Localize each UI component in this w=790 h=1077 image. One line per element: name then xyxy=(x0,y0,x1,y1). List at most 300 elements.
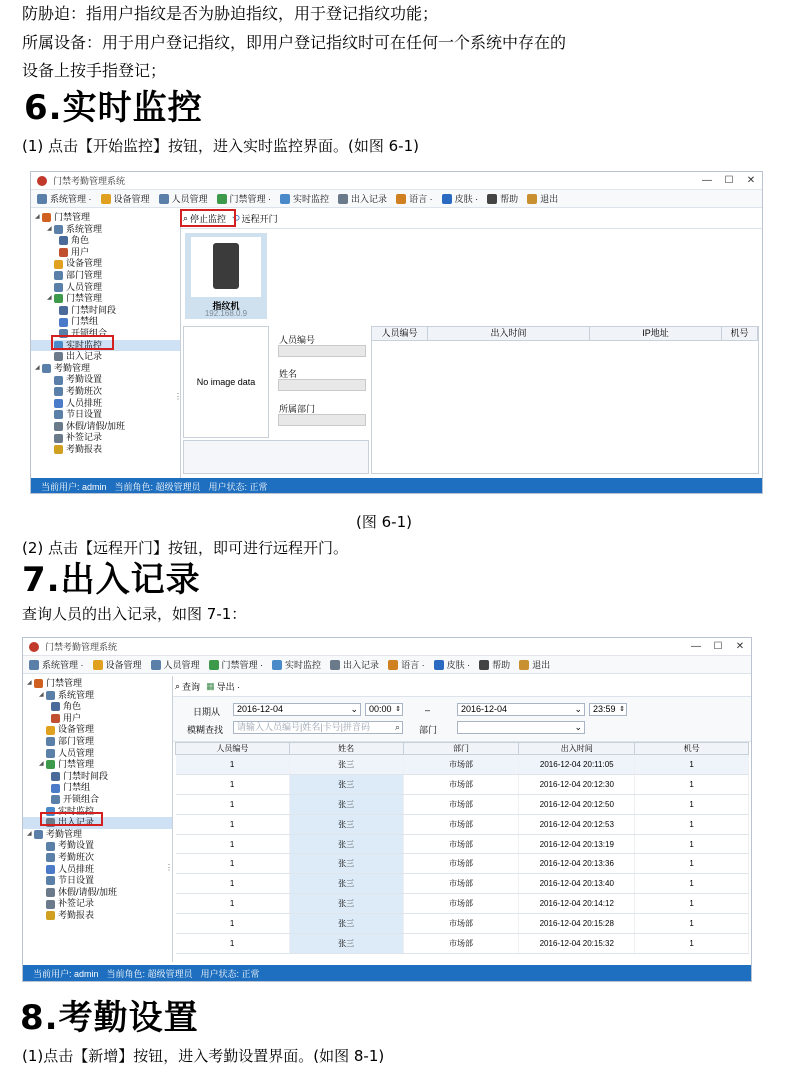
menu-item-label: 语言 · xyxy=(409,194,433,204)
tree-node-icon xyxy=(54,422,63,431)
table-cell: 1 xyxy=(176,755,290,775)
tree-node[interactable] xyxy=(23,736,172,748)
menu-item-label: 设备管理 xyxy=(105,660,142,670)
menu-item-label: 实时监控 xyxy=(285,660,322,670)
info-scroll-box[interactable] xyxy=(183,440,369,474)
photo-box xyxy=(183,326,269,438)
tree-node[interactable] xyxy=(23,898,172,910)
title-bar xyxy=(31,172,762,190)
department-select[interactable] xyxy=(457,721,585,734)
chevron-down-icon: ⌄ xyxy=(350,704,358,714)
tree-node-icon xyxy=(59,236,68,245)
menu-item-label: 门禁管理 · xyxy=(221,660,264,670)
date-from-input[interactable] xyxy=(233,703,361,716)
column-header[interactable]: 机号 xyxy=(722,327,758,340)
time-from-value: 00:00 xyxy=(369,704,392,714)
date-to-value: 2016-12-04 xyxy=(461,704,508,714)
column-header[interactable]: 姓名 xyxy=(289,743,403,755)
table-cell: 2016-12-04 20:13:36 xyxy=(519,854,635,874)
search-icon: ⌕ xyxy=(183,213,189,223)
tree-node-label: 人员排班 xyxy=(66,397,103,408)
tree-node-icon xyxy=(51,795,60,804)
tree-node[interactable] xyxy=(31,363,180,375)
tree-node-icon xyxy=(46,865,55,874)
table-row[interactable] xyxy=(176,755,749,775)
menu-icon xyxy=(330,660,340,670)
export-label: 导出 · xyxy=(216,682,241,692)
section-6-heading: 6.实时监控 xyxy=(24,88,203,128)
table-cell: 张三 xyxy=(289,755,403,775)
expand-arrow-icon[interactable]: ◢ xyxy=(35,214,40,220)
table-row[interactable] xyxy=(176,834,749,854)
tree-node-icon xyxy=(54,399,63,408)
tree-node-label: 部门管理 xyxy=(58,735,95,746)
fuzzy-search-label: 模糊查找 xyxy=(187,725,224,735)
expand-arrow-icon[interactable]: ◢ xyxy=(35,364,40,371)
tree-node-label: 门禁管理 xyxy=(58,759,95,770)
tree-node-icon xyxy=(42,364,51,373)
query-button[interactable] xyxy=(175,680,200,693)
expand-arrow-icon[interactable]: ◢ xyxy=(47,295,52,302)
chevron-down-icon: ⌄ xyxy=(574,704,582,714)
status-state: 用户状态: 正常 xyxy=(208,481,268,492)
minimize-button[interactable]: — xyxy=(691,641,701,652)
tree-node-icon xyxy=(51,702,60,711)
menu-item[interactable] xyxy=(330,658,379,671)
tree-node-icon xyxy=(34,679,43,688)
menu-item-label: 实时监控 xyxy=(293,194,330,204)
tree-node-icon xyxy=(54,352,63,361)
tree-node[interactable] xyxy=(31,212,180,224)
person-id-field[interactable] xyxy=(278,345,366,357)
expand-arrow-icon[interactable]: ◢ xyxy=(47,225,52,232)
menu-item[interactable] xyxy=(272,658,321,671)
table-cell: 1 xyxy=(176,914,290,934)
splitter-grip[interactable]: ⋮ xyxy=(165,863,173,872)
menu-item-label: 皮肤 · xyxy=(446,660,471,670)
spinner-icon[interactable]: ⇕ xyxy=(395,706,401,713)
tree-node[interactable] xyxy=(31,316,180,328)
expand-arrow-icon[interactable]: ◢ xyxy=(39,761,44,768)
column-header[interactable]: 出入时间 xyxy=(519,743,635,755)
menu-item[interactable] xyxy=(93,658,142,671)
intro-line-3: 设备上按手指登记； xyxy=(22,61,167,80)
table-cell: 1 xyxy=(635,874,749,894)
tree-node[interactable] xyxy=(31,282,180,294)
table-cell: 市场部 xyxy=(403,894,519,914)
table-cell: 1 xyxy=(176,814,290,834)
table-row[interactable] xyxy=(176,874,749,894)
menu-icon xyxy=(527,194,537,204)
tree-node[interactable] xyxy=(23,840,172,852)
table-cell: 市场部 xyxy=(403,755,519,775)
close-button[interactable]: ✕ xyxy=(746,175,756,186)
menu-item-label: 帮助 xyxy=(500,194,519,204)
tree-node[interactable] xyxy=(31,398,180,410)
menu-icon xyxy=(159,194,169,204)
table-cell: 市场部 xyxy=(403,814,519,834)
tree-node[interactable] xyxy=(23,829,172,841)
menu-item-label: 系统管理 · xyxy=(50,194,92,204)
tree-node[interactable] xyxy=(31,409,180,421)
fuzzy-search-placeholder: 请输入人员编号|姓名|卡号|拼音码 xyxy=(237,722,371,732)
tree-node-icon xyxy=(51,784,60,793)
table-cell: 1 xyxy=(635,914,749,934)
tree-node[interactable] xyxy=(23,875,172,887)
table-row[interactable] xyxy=(176,934,749,954)
filter-panel xyxy=(173,696,751,742)
tree-node-label: 考勤管理 xyxy=(54,362,91,373)
person-name-label: 姓名 xyxy=(279,369,298,379)
table-row[interactable] xyxy=(176,914,749,934)
tree-node-icon xyxy=(54,271,63,280)
tree-node-label: 考勤设置 xyxy=(66,374,103,385)
tree-node[interactable] xyxy=(31,235,180,247)
tree-node-label: 考勤班次 xyxy=(66,385,103,396)
tree-node-label: 用户 xyxy=(63,712,82,723)
department-label: 部门 xyxy=(419,725,438,735)
tree-node-icon xyxy=(54,387,63,396)
monitor-log-grid xyxy=(371,326,759,474)
title-bar xyxy=(23,638,751,656)
table-cell: 1 xyxy=(176,874,290,894)
tree-node[interactable] xyxy=(31,305,180,317)
main-menu xyxy=(23,656,751,674)
tree-node-icon xyxy=(59,248,68,257)
person-name-field[interactable] xyxy=(278,379,366,391)
table-row[interactable] xyxy=(176,774,749,794)
tree-node-label: 考勤设置 xyxy=(58,840,95,851)
table-cell: 张三 xyxy=(289,854,403,874)
menu-icon xyxy=(93,660,103,670)
table-cell: 1 xyxy=(635,794,749,814)
tree-node-label: 节日设置 xyxy=(58,875,95,886)
table-cell: 市场部 xyxy=(403,834,519,854)
menu-item[interactable] xyxy=(519,658,550,671)
column-header[interactable]: 人员编号 xyxy=(176,743,290,755)
tree-node-icon xyxy=(54,376,63,385)
highlight-box xyxy=(51,335,114,350)
tree-node[interactable] xyxy=(31,258,180,270)
maximize-button[interactable]: ☐ xyxy=(713,641,723,652)
table-cell: 市场部 xyxy=(403,934,519,954)
expand-arrow-icon[interactable]: ◢ xyxy=(39,691,44,698)
main-menu xyxy=(31,190,762,208)
menu-item[interactable] xyxy=(209,658,264,671)
table-cell: 2016-12-04 20:12:50 xyxy=(519,794,635,814)
table-cell: 1 xyxy=(635,814,749,834)
section-7-desc: 查询人员的出入记录，如图 7-1： xyxy=(22,605,247,623)
records-toolbar xyxy=(175,680,240,693)
table-cell: 2016-12-04 20:13:40 xyxy=(519,874,635,894)
tree-node[interactable] xyxy=(23,678,172,690)
tree-node[interactable] xyxy=(23,771,172,783)
tree-node-label: 休假/请假/加班 xyxy=(66,420,126,431)
menu-item[interactable] xyxy=(217,192,272,205)
section-6-step-2: (2) 点击【远程开门】按钮，即可进行远程开门。 xyxy=(22,539,349,557)
table-cell: 1 xyxy=(176,894,290,914)
tree-node-icon xyxy=(54,445,63,454)
tree-node-label: 设备管理 xyxy=(66,258,103,269)
section-8-heading: 8.考勤设置 xyxy=(20,998,199,1038)
table-cell: 2016-12-04 20:13:19 xyxy=(519,834,635,854)
tree-node-icon xyxy=(46,911,55,920)
tree-node[interactable] xyxy=(31,293,180,305)
date-to-input[interactable] xyxy=(457,703,585,716)
date-from-label: 日期从 xyxy=(193,707,221,717)
table-cell: 市场部 xyxy=(403,794,519,814)
tree-node-icon xyxy=(34,830,43,839)
menu-item-label: 帮助 xyxy=(492,660,511,670)
menu-item[interactable] xyxy=(338,192,387,205)
menu-icon xyxy=(442,194,452,204)
menu-item-label: 出入记录 xyxy=(351,194,388,204)
status-bar xyxy=(31,478,762,494)
app-logo-icon xyxy=(37,176,47,186)
menu-icon xyxy=(209,660,219,670)
tree-node-icon xyxy=(51,714,60,723)
tree-node[interactable] xyxy=(23,794,172,806)
chevron-down-icon: ⌄ xyxy=(574,722,582,732)
tree-node-label: 开锁组合 xyxy=(63,793,100,804)
expand-arrow-icon[interactable]: ◢ xyxy=(27,830,32,837)
time-from-input[interactable] xyxy=(365,703,403,716)
tree-node[interactable] xyxy=(31,270,180,282)
expand-arrow-icon[interactable]: ◢ xyxy=(27,680,32,686)
menu-icon xyxy=(280,194,290,204)
tree-node-icon xyxy=(46,853,55,862)
menu-item-label: 退出 xyxy=(540,194,559,204)
menu-icon xyxy=(487,194,497,204)
spinner-icon[interactable]: ⇕ xyxy=(619,706,625,713)
menu-icon xyxy=(519,660,529,670)
section-6-step-1: (1) 点击【开始监控】按钮，进入实时监控界面。(如图 6-1) xyxy=(22,137,419,155)
menu-icon xyxy=(272,660,282,670)
column-header[interactable]: IP地址 xyxy=(590,327,722,340)
tree-node[interactable] xyxy=(23,910,172,922)
minimize-button[interactable]: — xyxy=(702,175,712,186)
tree-node-label: 考勤管理 xyxy=(46,828,83,839)
person-id-label: 人员编号 xyxy=(279,335,316,345)
tree-node-label: 角色 xyxy=(63,701,82,712)
menu-item-label: 出入记录 xyxy=(343,660,380,670)
tree-node-label: 出入记录 xyxy=(66,351,103,362)
tree-node-label: 门禁组 xyxy=(63,782,91,793)
menu-item[interactable] xyxy=(37,192,92,205)
tree-node[interactable] xyxy=(23,690,172,702)
person-dept-field[interactable] xyxy=(278,414,366,426)
tree-node[interactable] xyxy=(31,247,180,259)
menu-icon xyxy=(217,194,227,204)
table-row[interactable] xyxy=(176,854,749,874)
device-name: 指纹机 xyxy=(212,301,240,311)
window-title: 门禁考勤管理系统 xyxy=(53,176,126,186)
tree-node-label: 用户 xyxy=(71,246,90,257)
query-label: 查询 xyxy=(182,682,201,692)
tree-node-label: 人员排班 xyxy=(58,863,95,874)
tree-node-icon xyxy=(54,260,63,269)
column-header[interactable]: 出入时间 xyxy=(428,327,590,340)
tree-node[interactable] xyxy=(23,887,172,899)
column-header[interactable]: 机号 xyxy=(635,743,749,755)
export-icon: ▦ xyxy=(206,681,215,691)
status-role: 当前角色: 超级管理员 xyxy=(106,968,193,979)
column-header[interactable]: 部门 xyxy=(403,743,519,755)
table-cell: 张三 xyxy=(289,874,403,894)
menu-item[interactable] xyxy=(442,192,479,205)
table-cell: 1 xyxy=(176,854,290,874)
tree-node[interactable] xyxy=(23,782,172,794)
table-cell: 市场部 xyxy=(403,854,519,874)
fuzzy-search-input[interactable] xyxy=(233,721,403,734)
table-cell: 1 xyxy=(635,834,749,854)
menu-item-label: 退出 xyxy=(532,660,551,670)
menu-icon xyxy=(434,660,444,670)
tree-node-label: 补签记录 xyxy=(66,432,103,443)
tree-node-label: 人员管理 xyxy=(58,747,95,758)
tree-node-label: 补签记录 xyxy=(58,898,95,909)
menu-icon xyxy=(388,660,398,670)
menu-icon xyxy=(151,660,161,670)
tree-node-icon xyxy=(42,213,51,222)
status-role: 当前角色: 超级管理员 xyxy=(114,481,201,492)
section-7-heading: 7.出入记录 xyxy=(22,560,201,600)
menu-icon xyxy=(338,194,348,204)
tree-node-icon xyxy=(54,225,63,234)
table-cell: 张三 xyxy=(289,794,403,814)
tree-node-label: 出入记录 xyxy=(58,817,95,828)
table-cell: 1 xyxy=(635,774,749,794)
table-cell: 张三 xyxy=(289,894,403,914)
column-header[interactable]: 人员编号 xyxy=(372,327,428,340)
close-button[interactable]: ✕ xyxy=(735,641,745,652)
tree-node-label: 门禁时间段 xyxy=(63,770,109,781)
table-cell: 市场部 xyxy=(403,914,519,934)
menu-item[interactable] xyxy=(280,192,329,205)
menu-item-label: 人员管理 xyxy=(163,660,200,670)
menu-item[interactable] xyxy=(434,658,471,671)
table-cell: 张三 xyxy=(289,914,403,934)
tree-node-icon xyxy=(54,283,63,292)
tree-node[interactable] xyxy=(31,444,180,456)
tree-node[interactable] xyxy=(31,374,180,386)
menu-icon xyxy=(479,660,489,670)
tree-node-icon xyxy=(54,410,63,419)
remote-open-button[interactable] xyxy=(232,212,278,225)
tree-node[interactable] xyxy=(31,432,180,444)
maximize-button[interactable]: ☐ xyxy=(724,175,734,186)
device-ip: 192.168.0.9 xyxy=(204,309,248,318)
date-range-dash: – xyxy=(425,705,431,715)
table-cell: 2016-12-04 20:15:28 xyxy=(519,914,635,934)
menu-item-label: 人员管理 xyxy=(171,194,208,204)
table-cell: 张三 xyxy=(289,814,403,834)
table-cell: 张三 xyxy=(289,834,403,854)
tree-node-label: 设备管理 xyxy=(58,724,95,735)
app-logo-icon xyxy=(29,642,39,652)
table-cell: 2016-12-04 20:11:05 xyxy=(519,755,635,775)
table-row[interactable] xyxy=(176,814,749,834)
tree-node[interactable] xyxy=(23,852,172,864)
time-to-value: 23:59 xyxy=(593,704,616,714)
table-cell: 1 xyxy=(635,934,749,954)
no-image-text: No image data xyxy=(196,377,256,387)
tree-node[interactable] xyxy=(31,224,180,236)
table-cell: 1 xyxy=(176,774,290,794)
menu-icon xyxy=(396,194,406,204)
tree-node-label: 考勤班次 xyxy=(58,851,95,862)
table-cell: 1 xyxy=(176,934,290,954)
tree-node[interactable] xyxy=(31,386,180,398)
export-button[interactable] xyxy=(206,680,240,693)
menu-item-label: 语言 · xyxy=(401,660,425,670)
tree-node[interactable] xyxy=(23,724,172,736)
device-image xyxy=(191,237,261,297)
tree-node-icon xyxy=(54,434,63,443)
tree-node-label: 门禁管理 xyxy=(66,293,103,304)
search-icon: ⌕ xyxy=(175,681,181,691)
menu-item[interactable] xyxy=(527,192,558,205)
remote-open-label: 远程开门 xyxy=(241,214,278,224)
menu-item[interactable] xyxy=(29,658,84,671)
door-icon: ⟲ xyxy=(232,213,240,223)
splitter-grip[interactable]: ⋮ xyxy=(174,392,182,401)
intro-line-2: 所属设备：用于用户登记指纹，即用户登记指纹时可在任何一个系统中存在的 xyxy=(22,33,567,52)
time-to-input[interactable] xyxy=(589,703,627,716)
section-8-step-1: (1)点击【新增】按钮，进入考勤设置界面。(如图 8-1) xyxy=(22,1047,385,1065)
table-row[interactable] xyxy=(176,894,749,914)
tree-node-icon xyxy=(46,760,55,769)
table-cell: 市场部 xyxy=(403,774,519,794)
tree-node-icon xyxy=(46,876,55,885)
tree-node-label: 实时监控 xyxy=(58,805,95,816)
figure-6-1-caption: (图 6-1) xyxy=(356,513,412,531)
menu-item[interactable] xyxy=(396,192,433,205)
records-window xyxy=(22,637,752,982)
table-header-row xyxy=(176,743,749,755)
tree-node-icon xyxy=(59,318,68,327)
menu-item[interactable] xyxy=(101,192,150,205)
table-cell: 2016-12-04 20:15:32 xyxy=(519,934,635,954)
menu-item[interactable] xyxy=(151,658,200,671)
table-cell: 张三 xyxy=(289,774,403,794)
menu-item[interactable] xyxy=(487,192,518,205)
menu-item[interactable] xyxy=(479,658,510,671)
table-cell: 1 xyxy=(635,894,749,914)
status-state: 用户状态: 正常 xyxy=(200,968,260,979)
tree-node-icon xyxy=(46,900,55,909)
stop-monitor-label: 停止监控 xyxy=(190,214,227,224)
tree-node-icon xyxy=(46,888,55,897)
tree-node[interactable] xyxy=(23,864,172,876)
tree-node[interactable] xyxy=(31,421,180,433)
table-row[interactable] xyxy=(176,794,749,814)
tree-node[interactable] xyxy=(23,713,172,725)
intro-line-1: 防胁迫：指用户指纹是否为胁迫指纹，用于登记指纹功能； xyxy=(22,4,439,23)
tree-node[interactable] xyxy=(31,351,180,363)
menu-item[interactable] xyxy=(159,192,208,205)
tree-node[interactable] xyxy=(23,759,172,771)
menu-item[interactable] xyxy=(388,658,425,671)
tree-node-label: 节日设置 xyxy=(66,409,103,420)
menu-icon xyxy=(101,194,111,204)
tree-node[interactable] xyxy=(23,701,172,713)
tree-node-label: 人员管理 xyxy=(66,281,103,292)
tree-node[interactable] xyxy=(23,748,172,760)
device-card[interactable] xyxy=(185,233,267,319)
tree-node-icon xyxy=(54,294,63,303)
window-title: 门禁考勤管理系统 xyxy=(45,642,118,652)
